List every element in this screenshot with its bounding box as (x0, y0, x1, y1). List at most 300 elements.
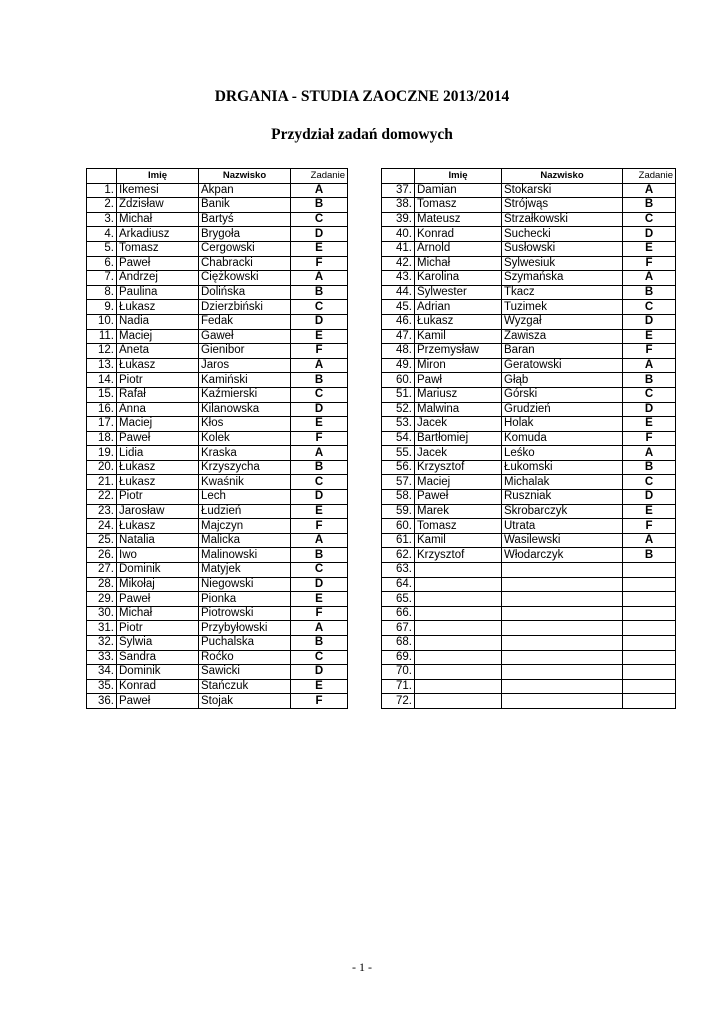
table-row (87, 271, 348, 286)
first-name-cell: Sylwester (415, 285, 502, 300)
row-number: 69. (382, 650, 415, 665)
header-first-name: Imię (117, 169, 199, 184)
first-name-cell: Aneta (117, 344, 199, 359)
last-name-cell: Wasilewski (502, 533, 623, 548)
first-name-cell (415, 650, 502, 665)
first-name-cell: Jarosław (117, 504, 199, 519)
first-name-cell: Sandra (117, 650, 199, 665)
task-cell: F (291, 256, 348, 271)
last-name-cell: Stokarski (502, 183, 623, 198)
row-number: 9. (87, 300, 117, 315)
row-number: 4. (87, 227, 117, 242)
last-name-cell (502, 592, 623, 607)
task-cell: F (291, 519, 348, 534)
row-number: 12. (87, 344, 117, 359)
first-name-cell: Maciej (117, 329, 199, 344)
first-name-cell: Jacek (415, 417, 502, 432)
row-number: 42. (382, 256, 415, 271)
first-name-cell: Krzysztof (415, 460, 502, 475)
first-name-cell: Ikemesi (117, 183, 199, 198)
table-row (87, 460, 348, 475)
last-name-cell: Stojak (199, 694, 291, 709)
first-name-cell: Rafał (117, 387, 199, 402)
task-cell: D (291, 577, 348, 592)
last-name-cell: Skrobarczyk (502, 504, 623, 519)
table-row (87, 344, 348, 359)
task-cell: C (623, 387, 676, 402)
first-name-cell: Michał (117, 212, 199, 227)
last-name-cell: Gienibor (199, 344, 291, 359)
row-number: 40. (382, 227, 415, 242)
row-number: 25. (87, 533, 117, 548)
task-cell: B (291, 460, 348, 475)
task-cell (623, 577, 676, 592)
table-row (382, 212, 676, 227)
task-cell: E (623, 417, 676, 432)
task-cell: E (291, 329, 348, 344)
last-name-cell: Cergowski (199, 241, 291, 256)
table-row (87, 431, 348, 446)
first-name-cell: Łukasz (117, 519, 199, 534)
table-row (382, 533, 676, 548)
table-row (87, 563, 348, 578)
first-name-cell: Konrad (117, 679, 199, 694)
task-cell: F (291, 694, 348, 709)
last-name-cell: Malinowski (199, 548, 291, 563)
task-cell: A (291, 446, 348, 461)
last-name-cell: Wyzgał (502, 314, 623, 329)
header-last-name: Nazwisko (199, 169, 291, 184)
table-row (382, 621, 676, 636)
table-row (87, 679, 348, 694)
first-name-cell: Damian (415, 183, 502, 198)
first-name-cell: Arnold (415, 241, 502, 256)
task-cell: C (291, 387, 348, 402)
last-name-cell: Górski (502, 387, 623, 402)
last-name-cell (502, 577, 623, 592)
table-row (382, 475, 676, 490)
task-cell: D (623, 490, 676, 505)
row-number: 1. (87, 183, 117, 198)
first-name-cell: Anna (117, 402, 199, 417)
task-cell: D (623, 227, 676, 242)
task-cell: E (291, 679, 348, 694)
last-name-cell: Przybyłowski (199, 621, 291, 636)
row-number: 19. (87, 446, 117, 461)
last-name-cell (502, 621, 623, 636)
row-number: 18. (87, 431, 117, 446)
first-name-cell: Piotr (117, 621, 199, 636)
page-number: - 1 - (352, 960, 372, 974)
table-row (382, 563, 676, 578)
task-cell: E (291, 504, 348, 519)
task-cell (623, 679, 676, 694)
table-row (382, 358, 676, 373)
row-number: 20. (87, 460, 117, 475)
last-name-cell: Susłowski (502, 241, 623, 256)
task-cell: A (623, 533, 676, 548)
table-row (87, 504, 348, 519)
first-name-cell: Paweł (117, 592, 199, 607)
task-cell: E (623, 329, 676, 344)
table-row (87, 300, 348, 315)
document-subtitle: Przydział zadań domowych (271, 126, 453, 143)
last-name-cell: Utrata (502, 519, 623, 534)
task-cell: A (623, 358, 676, 373)
last-name-cell: Fedak (199, 314, 291, 329)
first-name-cell (415, 577, 502, 592)
row-number: 60. (382, 519, 415, 534)
task-cell: A (623, 271, 676, 286)
last-name-cell: Puchalska (199, 636, 291, 651)
first-name-cell: Tomasz (415, 519, 502, 534)
last-name-cell: Strzałkowski (502, 212, 623, 227)
row-number: 24. (87, 519, 117, 534)
table-row (87, 358, 348, 373)
first-name-cell: Karolina (415, 271, 502, 286)
task-cell: F (623, 519, 676, 534)
task-cell: B (623, 373, 676, 388)
first-name-cell: Maciej (117, 417, 199, 432)
task-cell: B (623, 285, 676, 300)
task-cell: B (291, 373, 348, 388)
table-row (382, 271, 676, 286)
task-cell: A (291, 533, 348, 548)
first-name-cell: Łukasz (117, 475, 199, 490)
row-number: 37. (382, 183, 415, 198)
first-name-cell: Sylwia (117, 636, 199, 651)
last-name-cell: Baran (502, 344, 623, 359)
last-name-cell: Dolińska (199, 285, 291, 300)
last-name-cell: Łukomski (502, 460, 623, 475)
task-cell: D (291, 314, 348, 329)
table-row (87, 285, 348, 300)
first-name-cell: Zdzisław (117, 198, 199, 213)
table-row (87, 417, 348, 432)
last-name-cell: Krzyszycha (199, 460, 291, 475)
header-task: Zadanie (623, 169, 676, 184)
first-name-cell: Piotr (117, 373, 199, 388)
row-number: 49. (382, 358, 415, 373)
first-name-cell: Maciej (415, 475, 502, 490)
first-name-cell: Michał (117, 606, 199, 621)
table-row (87, 548, 348, 563)
table-row (382, 402, 676, 417)
last-name-cell: Szymańska (502, 271, 623, 286)
last-name-cell: Komuda (502, 431, 623, 446)
table-row (87, 402, 348, 417)
row-number: 21. (87, 475, 117, 490)
first-name-cell (415, 665, 502, 680)
task-cell: F (291, 431, 348, 446)
task-cell (623, 606, 676, 621)
table-row (87, 256, 348, 271)
table-row (87, 490, 348, 505)
row-number: 66. (382, 606, 415, 621)
last-name-cell: Gaweł (199, 329, 291, 344)
last-name-cell: Tkacz (502, 285, 623, 300)
table-row (382, 460, 676, 475)
row-number: 17. (87, 417, 117, 432)
table-row (382, 183, 676, 198)
last-name-cell: Geratowski (502, 358, 623, 373)
row-number: 35. (87, 679, 117, 694)
table-row (87, 636, 348, 651)
last-name-cell: Michalak (502, 475, 623, 490)
last-name-cell: Bartyś (199, 212, 291, 227)
row-number: 5. (87, 241, 117, 256)
table-row (87, 198, 348, 213)
table-row (87, 227, 348, 242)
row-number: 14. (87, 373, 117, 388)
task-cell: B (623, 548, 676, 563)
task-cell: A (291, 271, 348, 286)
task-cell (623, 592, 676, 607)
row-number: 27. (87, 563, 117, 578)
table-row (382, 694, 676, 709)
table-row (87, 577, 348, 592)
last-name-cell: Kolek (199, 431, 291, 446)
last-name-cell: Dzierzbiński (199, 300, 291, 315)
row-number: 23. (87, 504, 117, 519)
row-number: 72. (382, 694, 415, 709)
row-number: 55. (382, 446, 415, 461)
first-name-cell: Malwina (415, 402, 502, 417)
assignment-table-left (86, 168, 348, 709)
first-name-cell: Łukasz (415, 314, 502, 329)
last-name-cell: Zawisza (502, 329, 623, 344)
first-name-cell (415, 563, 502, 578)
header-task: Zadanie (291, 169, 348, 184)
first-name-cell (415, 679, 502, 694)
table-row (382, 548, 676, 563)
row-number: 53. (382, 417, 415, 432)
first-name-cell: Iwo (117, 548, 199, 563)
task-cell: E (291, 592, 348, 607)
assignment-table-right (381, 168, 676, 709)
row-number: 67. (382, 621, 415, 636)
row-number: 32. (87, 636, 117, 651)
first-name-cell: Łukasz (117, 358, 199, 373)
first-name-cell: Mariusz (415, 387, 502, 402)
header-first-name: Imię (415, 169, 502, 184)
task-cell (623, 636, 676, 651)
table-row (382, 256, 676, 271)
first-name-cell: Łukasz (117, 300, 199, 315)
last-name-cell: Roćko (199, 650, 291, 665)
last-name-cell: Niegowski (199, 577, 291, 592)
last-name-cell (502, 563, 623, 578)
task-cell: B (291, 636, 348, 651)
row-number: 68. (382, 636, 415, 651)
row-number: 22. (87, 490, 117, 505)
task-cell: E (623, 241, 676, 256)
row-number: 36. (87, 694, 117, 709)
task-cell: C (291, 475, 348, 490)
first-name-cell: Dominik (117, 665, 199, 680)
table-row (382, 198, 676, 213)
row-number: 45. (382, 300, 415, 315)
row-number: 54. (382, 431, 415, 446)
task-cell: D (623, 402, 676, 417)
task-cell: A (291, 358, 348, 373)
first-name-cell: Pawł (415, 373, 502, 388)
last-name-cell: Holak (502, 417, 623, 432)
task-cell: C (291, 212, 348, 227)
last-name-cell: Strójwąs (502, 198, 623, 213)
last-name-cell: Pionka (199, 592, 291, 607)
last-name-cell: Majczyn (199, 519, 291, 534)
table-header-row (382, 169, 676, 184)
task-cell: B (623, 198, 676, 213)
table-row (87, 329, 348, 344)
row-number: 43. (382, 271, 415, 286)
document-title: DRGANIA - STUDIA ZAOCZNE 2013/2014 (214, 88, 510, 105)
last-name-cell: Akpan (199, 183, 291, 198)
last-name-cell (502, 679, 623, 694)
table-row (87, 212, 348, 227)
last-name-cell (502, 650, 623, 665)
table-row (87, 241, 348, 256)
first-name-cell: Paweł (117, 694, 199, 709)
first-name-cell: Bartłomiej (415, 431, 502, 446)
table-row (87, 446, 348, 461)
last-name-cell: Kamiński (199, 373, 291, 388)
task-cell: D (291, 490, 348, 505)
row-number: 51. (382, 387, 415, 402)
table-row (87, 387, 348, 402)
table-row (382, 650, 676, 665)
last-name-cell: Tuzimek (502, 300, 623, 315)
row-number: 62. (382, 548, 415, 563)
first-name-cell: Andrzej (117, 271, 199, 286)
first-name-cell: Paweł (117, 256, 199, 271)
row-number: 64. (382, 577, 415, 592)
table-row (382, 504, 676, 519)
task-cell: D (291, 665, 348, 680)
task-cell: E (291, 417, 348, 432)
table-row (382, 577, 676, 592)
task-cell: B (623, 460, 676, 475)
row-number: 7. (87, 271, 117, 286)
header-number (382, 169, 415, 184)
task-cell: C (291, 563, 348, 578)
row-number: 26. (87, 548, 117, 563)
task-cell (623, 563, 676, 578)
last-name-cell: Kwaśnik (199, 475, 291, 490)
last-name-cell: Sawicki (199, 665, 291, 680)
row-number: 16. (87, 402, 117, 417)
last-name-cell: Kłos (199, 417, 291, 432)
table-row (382, 300, 676, 315)
table-row (382, 606, 676, 621)
last-name-cell: Banik (199, 198, 291, 213)
first-name-cell: Przemysław (415, 344, 502, 359)
last-name-cell: Ruszniak (502, 490, 623, 505)
first-name-cell: Dominik (117, 563, 199, 578)
task-cell: E (291, 241, 348, 256)
table-header-row (87, 169, 348, 184)
table-row (87, 533, 348, 548)
last-name-cell (502, 606, 623, 621)
first-name-cell: Miron (415, 358, 502, 373)
first-name-cell: Lidia (117, 446, 199, 461)
table-row (87, 183, 348, 198)
row-number: 70. (382, 665, 415, 680)
row-number: 65. (382, 592, 415, 607)
table-row (382, 431, 676, 446)
first-name-cell: Kamil (415, 533, 502, 548)
task-cell: F (291, 606, 348, 621)
row-number: 52. (382, 402, 415, 417)
row-number: 56. (382, 460, 415, 475)
last-name-cell: Jaros (199, 358, 291, 373)
row-number: 46. (382, 314, 415, 329)
task-cell: A (291, 183, 348, 198)
last-name-cell: Piotrowski (199, 606, 291, 621)
row-number: 41. (382, 241, 415, 256)
first-name-cell: Michał (415, 256, 502, 271)
first-name-cell: Adrian (415, 300, 502, 315)
last-name-cell: Malicka (199, 533, 291, 548)
row-number: 48. (382, 344, 415, 359)
table-row (87, 621, 348, 636)
row-number: 2. (87, 198, 117, 213)
row-number: 58. (382, 490, 415, 505)
last-name-cell: Kaźmierski (199, 387, 291, 402)
task-cell: C (623, 300, 676, 315)
task-cell: C (623, 475, 676, 490)
table-row (382, 665, 676, 680)
last-name-cell: Głąb (502, 373, 623, 388)
row-number: 11. (87, 329, 117, 344)
task-cell: E (623, 504, 676, 519)
header-last-name: Nazwisko (502, 169, 623, 184)
table-row (382, 592, 676, 607)
task-cell: F (291, 344, 348, 359)
row-number: 33. (87, 650, 117, 665)
table-row (382, 417, 676, 432)
task-cell: D (291, 402, 348, 417)
row-number: 57. (382, 475, 415, 490)
first-name-cell (415, 606, 502, 621)
task-cell (623, 694, 676, 709)
last-name-cell (502, 636, 623, 651)
first-name-cell: Marek (415, 504, 502, 519)
first-name-cell: Piotr (117, 490, 199, 505)
first-name-cell: Jacek (415, 446, 502, 461)
last-name-cell: Włodarczyk (502, 548, 623, 563)
task-cell: C (291, 300, 348, 315)
first-name-cell: Tomasz (415, 198, 502, 213)
task-cell: B (291, 198, 348, 213)
last-name-cell: Grudzień (502, 402, 623, 417)
last-name-cell: Kilanowska (199, 402, 291, 417)
table-row (87, 606, 348, 621)
last-name-cell: Kraska (199, 446, 291, 461)
table-row (87, 475, 348, 490)
table-row (382, 241, 676, 256)
task-cell: C (623, 212, 676, 227)
last-name-cell: Chabracki (199, 256, 291, 271)
last-name-cell: Ciężkowski (199, 271, 291, 286)
row-number: 30. (87, 606, 117, 621)
table-row (87, 694, 348, 709)
row-number: 6. (87, 256, 117, 271)
table-row (87, 519, 348, 534)
first-name-cell: Mateusz (415, 212, 502, 227)
header-number (87, 169, 117, 184)
